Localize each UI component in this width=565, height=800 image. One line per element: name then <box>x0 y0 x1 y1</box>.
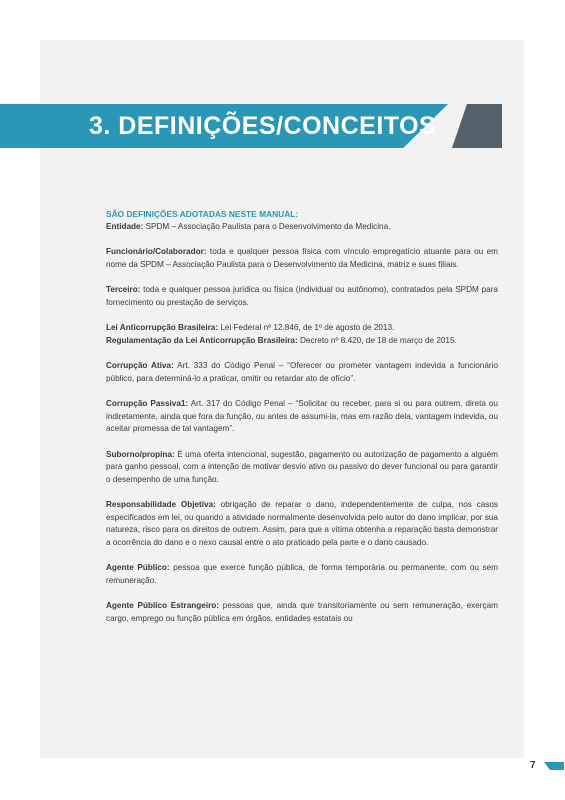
definition-text: Art. 317 do Código Penal – “Solicitar ou receber, para si ou para outrem, direta ou indiretamente, ainda que fora da função, ou antes de assumi-la, mas em razão dela, vantagem indevida, ou aceitar promessa de tal vantagem”. <box>106 399 498 433</box>
definition-term: Agente Público: <box>106 563 170 572</box>
definition-corrupcao-passiva <box>106 398 498 436</box>
definition-text: Lei Federal nº 12.846, de 1º de agosto de 2013. <box>218 323 395 332</box>
definition-term: Terceiro: <box>106 285 141 294</box>
page-tab-marker <box>544 762 564 770</box>
intro-heading: SÃO DEFINIÇÕES ADOTADAS NESTE MANUAL: <box>106 209 299 219</box>
definition-regulamentacao <box>106 335 498 348</box>
page-number: 7 <box>530 760 536 771</box>
definitions-content <box>106 208 498 625</box>
definition-text: Decreto nº 8.420, de 18 de março de 2015. <box>297 335 457 345</box>
definition-term: Lei Anticorrupção Brasileira: <box>106 323 219 332</box>
definition-term: Regulamentação da Lei Anticorrupção Brasileira: <box>106 335 298 345</box>
definition-term: Corrupção Ativa: <box>106 361 174 370</box>
definition-term: Corrupção Passiva1: <box>106 399 189 408</box>
definition-agente-estrangeiro <box>106 600 498 625</box>
definition-agente-publico <box>106 562 498 587</box>
page-title: 3. DEFINIÇÕES/CONCEITOS <box>89 112 437 140</box>
definition-term: Entidade: <box>106 221 144 231</box>
definition-term: Funcionário/Colaborador: <box>106 247 207 256</box>
definition-corrupcao-ativa <box>106 360 498 385</box>
definition-text: SPDM – Associação Paulista para o Desenvolvimento da Medicina. <box>143 221 391 231</box>
definition-text: obrigação de reparar o dano, independentemente de culpa, nos casos especificados em lei, ou quando a atividade normalmente desenvolvida pelo autor do dano implicar, por sua natureza, risco para os direitos de outrem. Assim, para que a vítima obtenha a reparação basta demonstrar a ocorrência do dano e o nexo causal entre o ato praticado pela parte e o dano causado. <box>106 500 498 547</box>
definition-text: toda e qualquer pessoa jurídica ou física (individual ou autônomo), contratados pela SPDM para fornecimento ou prestação de serviços. <box>106 285 498 307</box>
definition-suborno <box>106 449 498 487</box>
definition-text: Art. 333 do Código Penal – “Oferecer ou prometer vantagem indevida a funcionário público, para determiná-lo a praticar, omitir ou retardar ato de ofício”. <box>106 361 498 383</box>
definition-term: Suborno/propina: <box>106 449 175 459</box>
definition-text: toda e qualquer pessoa física com vínculo empregatício atuante para ou em nome da SPDM – Associação Paulista para o Desenvolvimento da Medicina, matriz e suas filiais. <box>106 247 498 269</box>
definition-lei-anticorrupcao <box>106 322 498 335</box>
definition-text: pessoas que, ainda que transitoriamente ou sem remuneração, exerçam cargo, emprego ou função pública em órgãos, entidades estatais ou <box>106 601 498 623</box>
definition-terceiro <box>106 284 498 309</box>
definition-funcionario <box>106 246 498 271</box>
definition-text: pessoa que exerce função pública, de forma temporária ou permanente, com ou sem remuneração. <box>106 563 498 585</box>
definition-text: É uma oferta intencional, sugestão, pagamento ou autorização de pagamento a alguém para ganho pessoal, com a intenção de motivar desvio ativo ou passivo do dever funcional ou para garantir o desempenho de uma função. <box>106 449 498 484</box>
definition-term: Agente Público Estrangeiro: <box>106 601 220 610</box>
definition-responsabilidade <box>106 499 498 549</box>
definition-entidade <box>106 221 498 234</box>
definition-term: Responsabilidade Objetiva: <box>106 500 216 509</box>
